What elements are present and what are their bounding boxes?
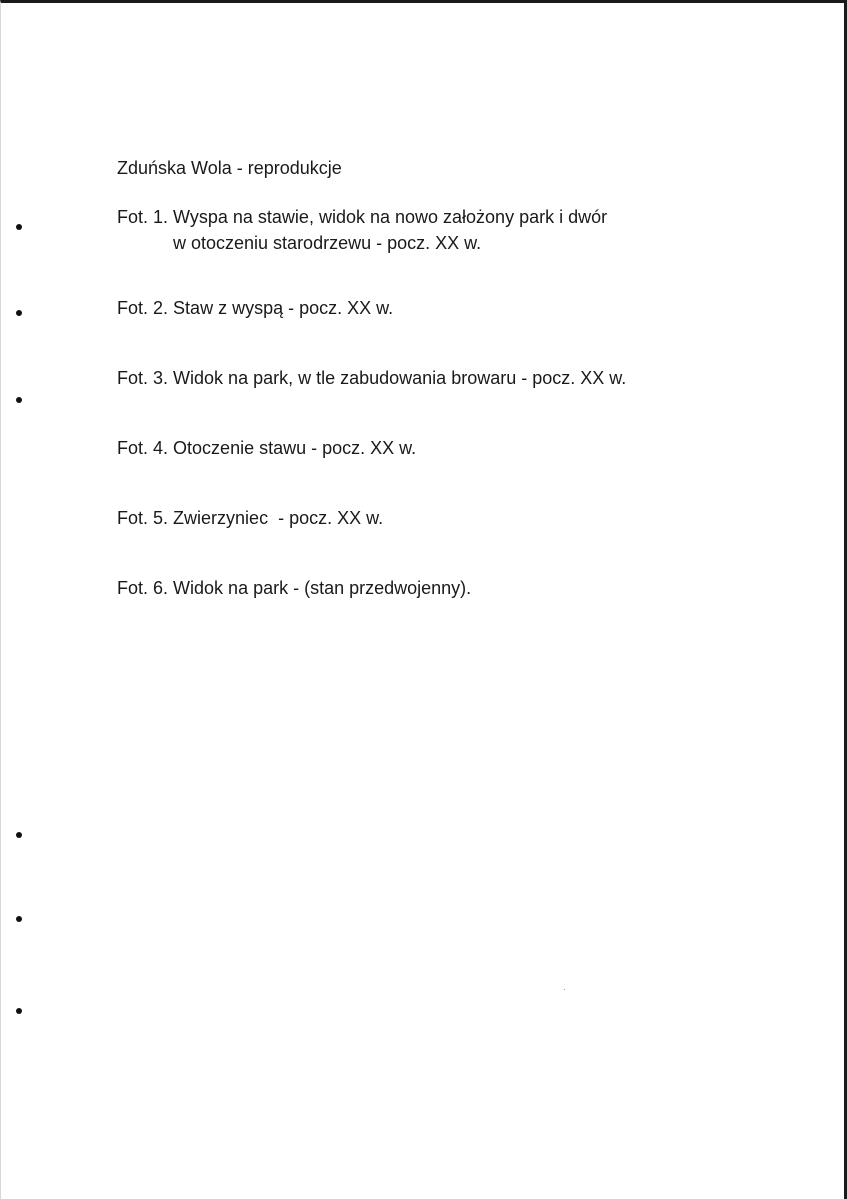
binder-hole-mark <box>16 832 22 838</box>
photo-entry-6 <box>117 575 471 601</box>
entry-label: Fot. 2. <box>117 298 169 318</box>
entry-label: Fot. 6. <box>117 578 169 598</box>
document-heading: Zduńska Wola - reprodukcje <box>117 158 342 178</box>
entry-label: Fot. 1. <box>117 207 169 227</box>
entry-text: Widok na park, w tle zabudowania browaru - pocz. XX w. <box>173 368 627 388</box>
photo-entry-2 <box>117 295 393 321</box>
photo-entry-1 <box>117 204 607 256</box>
binder-hole-mark <box>16 1008 22 1014</box>
photo-entry-5 <box>117 505 383 531</box>
entry-text: Zwierzyniec - pocz. XX w. <box>173 508 384 528</box>
binder-hole-mark <box>16 916 22 922</box>
entry-text: Wyspa na stawie, widok na nowo założony park i dwór <box>173 207 608 227</box>
binder-hole-mark <box>16 397 22 403</box>
entry-label: Fot. 5. <box>117 508 169 528</box>
scan-speck <box>564 989 565 990</box>
photo-entry-4 <box>117 435 416 461</box>
entry-label: Fot. 4. <box>117 438 169 458</box>
photo-entry-3 <box>117 365 626 391</box>
entry-text: Widok na park - (stan przedwojenny). <box>173 578 472 598</box>
entry-text: Staw z wyspą - pocz. XX w. <box>173 298 394 318</box>
binder-hole-mark <box>16 224 22 230</box>
binder-hole-mark <box>16 310 22 316</box>
entry-text-continuation: w otoczeniu starodrzewu - pocz. XX w. <box>173 233 482 253</box>
entry-label: Fot. 3. <box>117 368 169 388</box>
entry-text: Otoczenie stawu - pocz. XX w. <box>173 438 417 458</box>
